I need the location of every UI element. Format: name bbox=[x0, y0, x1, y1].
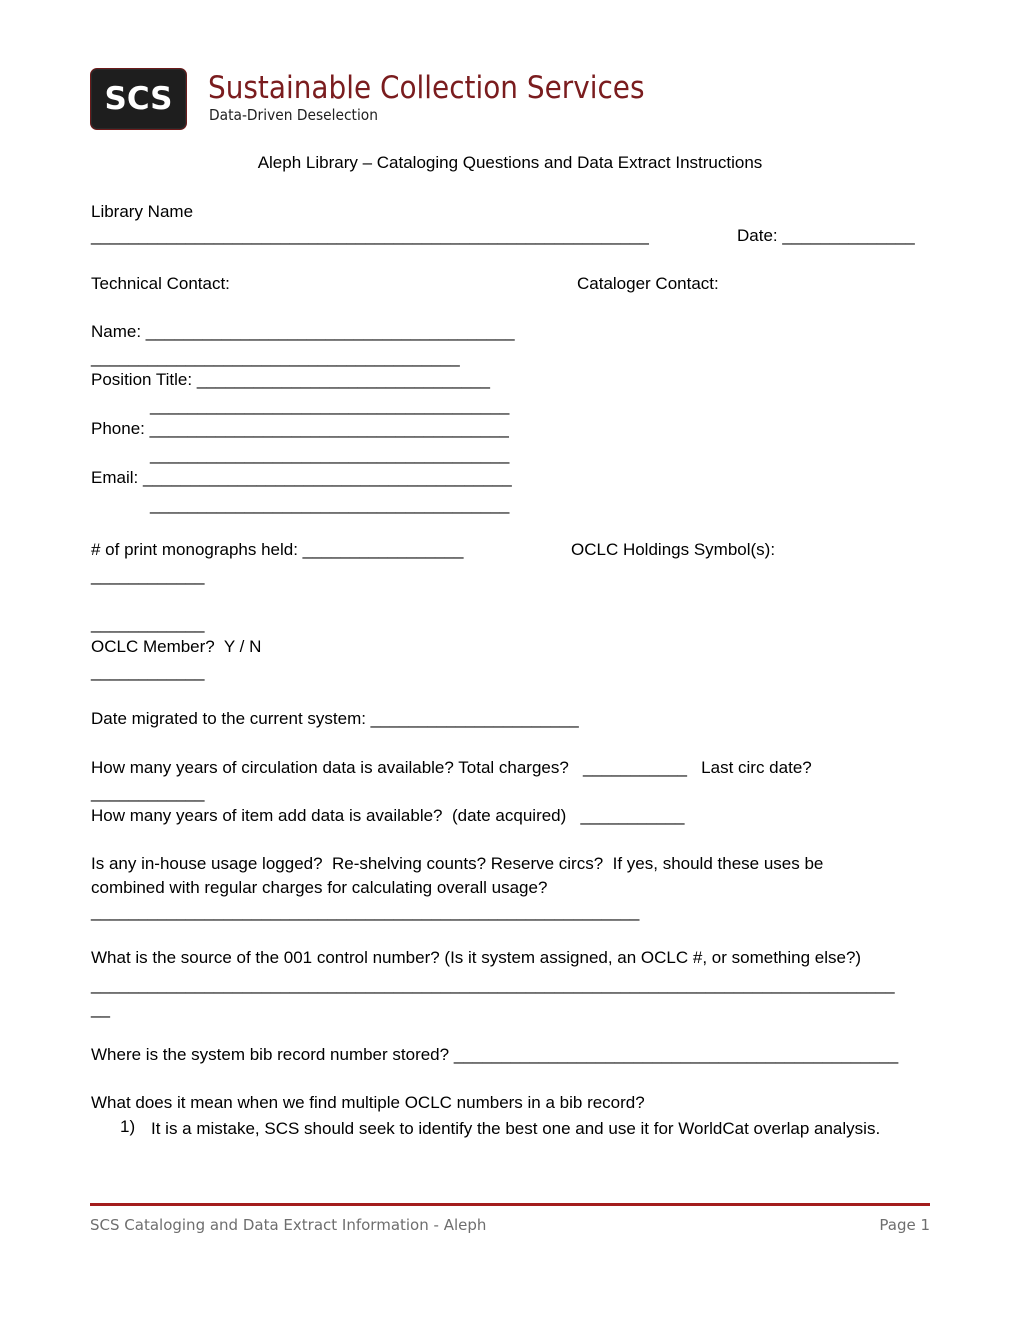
document-title: Aleph Library – Cataloging Questions and Data Extract Instructions bbox=[257, 153, 763, 172]
footer-document-name: SCS Cataloging and Data Extract Information - Aleph bbox=[90, 1216, 487, 1234]
bib-record-number-question: Where is the system bib record number stored? _______________________________________________ bbox=[91, 1045, 899, 1064]
phone-line2: ______________________________________ bbox=[150, 445, 510, 464]
phone-field: Phone: ______________________________________ bbox=[91, 419, 509, 438]
date-field: Date: ______________ bbox=[737, 226, 915, 245]
circulation-data-question: How many years of circulation data is available? Total charges? ___________ Last circ date? bbox=[91, 758, 812, 777]
oclc-member-line: ____________ bbox=[91, 662, 205, 681]
brand-name: Sustainable Collection Services bbox=[208, 70, 645, 106]
name-field: Name: _______________________________________ bbox=[91, 322, 515, 341]
control-number-source-question: What is the source of the 001 control number? (Is it system assigned, an OCLC #, or something else?) bbox=[91, 948, 862, 967]
monographs-held-field: # of print monographs held: _________________ bbox=[91, 540, 464, 559]
email-line2: ______________________________________ bbox=[150, 495, 510, 514]
in-house-usage-question: Is any in-house usage logged? Re-shelving counts? Reserve circs? If yes, should these uses be bbox=[91, 854, 824, 873]
oclc-holdings-symbol-label: OCLC Holdings Symbol(s): bbox=[571, 540, 776, 559]
last-circ-date-line: ____________ bbox=[91, 783, 205, 802]
brand-tagline: Data-Driven Deselection bbox=[209, 106, 379, 124]
name-field-line2: _______________________________________ bbox=[91, 348, 460, 367]
position-title-line2: ______________________________________ bbox=[150, 396, 510, 415]
footer-rule bbox=[90, 1203, 930, 1206]
in-house-usage-line: __________________________________________________________ bbox=[91, 902, 640, 921]
oclc-symbol-line-2: ____________ bbox=[91, 614, 205, 633]
control-number-source-line2: __ bbox=[91, 999, 110, 1018]
technical-contact-label: Technical Contact: bbox=[91, 274, 230, 293]
scs-logo bbox=[90, 68, 187, 130]
list-item-number: 1) bbox=[120, 1117, 136, 1136]
cataloger-contact-label: Cataloger Contact: bbox=[577, 274, 719, 293]
footer-page-number: Page 1 bbox=[879, 1216, 930, 1234]
position-title-field: Position Title: _______________________________ bbox=[91, 370, 490, 389]
library-name-line: ___________________________________________________________ bbox=[91, 226, 649, 245]
list-item-text: It is a mistake, SCS should seek to identify the best one and use it for WorldCat overlap analysis. bbox=[151, 1119, 881, 1138]
date-migrated-field: Date migrated to the current system: ______________________ bbox=[91, 709, 579, 728]
in-house-usage-question-cont: combined with regular charges for calculating overall usage? bbox=[91, 878, 548, 897]
item-add-data-question: How many years of item add data is available? (date acquired) ___________ bbox=[91, 806, 685, 825]
library-name-label: Library Name bbox=[91, 202, 194, 221]
control-number-source-line: _____________________________________________________________________________________ bbox=[91, 975, 895, 994]
logo-text: SCS bbox=[104, 81, 173, 117]
oclc-symbol-line: ____________ bbox=[91, 566, 205, 585]
multiple-oclc-numbers-question: What does it mean when we find multiple OCLC numbers in a bib record? bbox=[91, 1093, 645, 1112]
oclc-member-question: OCLC Member? Y / N bbox=[91, 637, 262, 656]
email-field: Email: _______________________________________ bbox=[91, 468, 512, 487]
